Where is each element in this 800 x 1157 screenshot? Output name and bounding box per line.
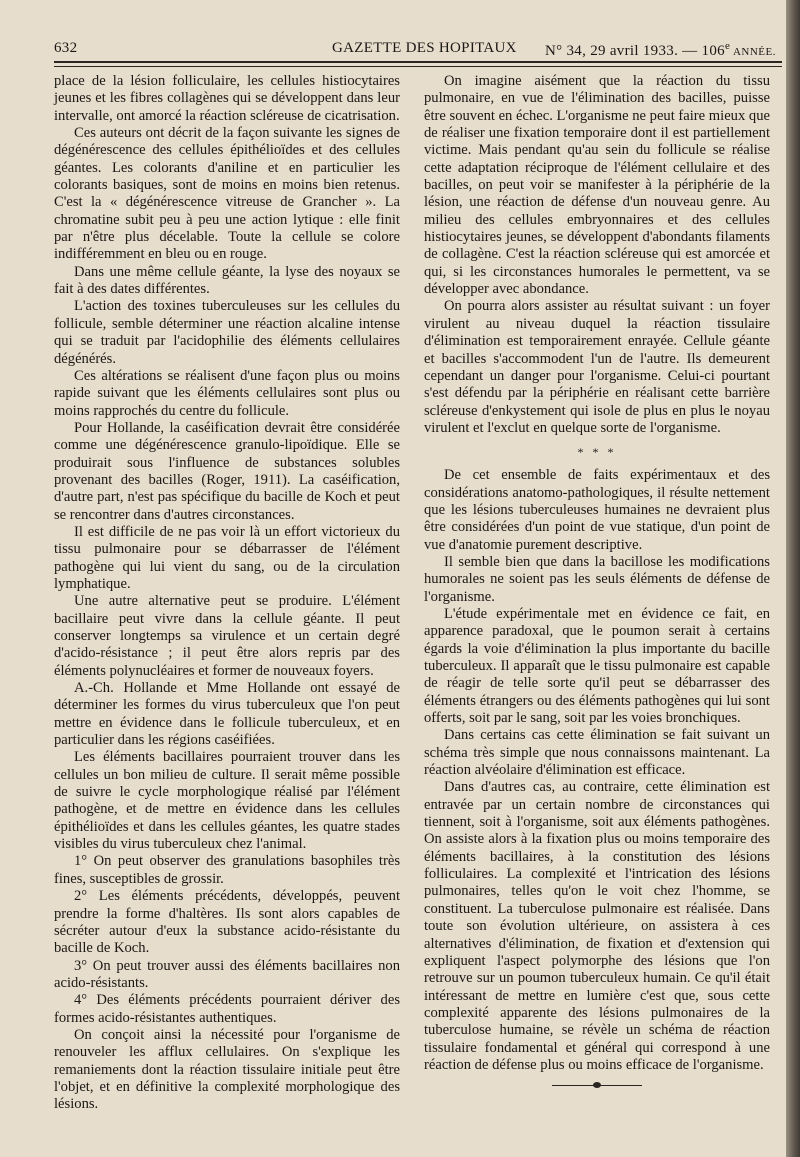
- paragraph: L'action des toxines tuberculeuses sur les cellules du follicule, semble déterminer une réaction alcaline intense qui se traduit par l'acidophilie des éléments cellulaires dégénérés.: [54, 298, 400, 367]
- paragraph: Pour Hollande, la caséification devrait être considérée comme une dégénérescence granulo-lipoïdique. Elle se produirait sous l'influence de substances solubles provenant des bacilles (Roger, 1911). La caséification, d'autre part, n'est pas spécifique du bacille de Koch et peut se rencontrer dans d'autres circonstances.: [54, 419, 400, 523]
- list-paragraph: 4° Des éléments précédents pourraient dériver des formes acido-résistantes authentiques.: [54, 992, 400, 1026]
- paragraph: Une autre alternative peut se produire. L'élément bacillaire peut vivre dans la cellule géante. Il peut conserver longtemps sa virulence et un certain degré d'acido-résistance ; il peut être alors repris par des éléments polynucléaires et former de nouveaux foyers.: [54, 593, 400, 679]
- left-column: [54, 73, 400, 1114]
- list-paragraph: 3° On peut trouver aussi des éléments bacillaires non acido-résistants.: [54, 957, 400, 991]
- paragraph: Il semble bien que dans la bacillose les modifications humorales ne soient pas les seuls éléments de défense de l'organisme.: [424, 553, 770, 605]
- paragraph: Il est difficile de ne pas voir là un effort victorieux du tissu pulmonaire pour se débarrasser de l'élément pathogène qui lui vient du sang, ou de la circulation lymphatique.: [54, 523, 400, 592]
- paragraph: Ces altérations se réalisent d'une façon plus ou moins rapide suivant que les éléments cellulaires sont plus ou moins rapprochés du centre du follicule.: [54, 367, 400, 419]
- page-binding-edge: [786, 0, 800, 1157]
- paragraph: On pourra alors assister au résultat suivant : un foyer virulent au niveau duquel la réaction tissulaire d'élimination est temporairement enrayée. Cellule géante et bacilles s'accommodent l'un de l'autre. Ils demeurent cependant un danger pour l'organisme. Celui-ci pourtant s'est défendu par la périphérie en réalisant cette barrière scléreuse d'enkystement qui isole de plus en plus le noyau virulent et l'exclut en quelque sorte de l'organisme.: [424, 298, 770, 436]
- paragraph: On imagine aisément que la réaction du tissu pulmonaire, en vue de l'élimination des bacilles, puisse être souvent en échec. L'organisme ne peut faire mieux que de réaliser une fixation temporaire dont il est partiellement victime. Mais pendant qu'au sein du follicule se réalise cette adaptation réciproque de l'élément cellulaire et des bacilles, on peut voir se manifester à la périphérie de la lésion, une réaction de défense d'un nouveau genre. Au milieu des cellules embryonnaires et des cellules histiocytaires jeunes, se développent d'abondants filaments de collagène. C'est la réaction scléreuse qui est amorcée et qui, si les circonstances humorales le permettent, va se développer avec abondance.: [424, 73, 770, 298]
- list-paragraph: 2° Les éléments précédents, développés, peuvent prendre la forme d'haltères. Ils sont alors capables de sécréter autour d'eux la substance acido-résistante du bacille de Koch.: [54, 888, 400, 957]
- list-paragraph: 1° On peut observer des granulations basophiles très fines, susceptibles de grossir.: [54, 853, 400, 887]
- right-column-part-b: [424, 467, 770, 1074]
- end-ornament-rule: [552, 1082, 642, 1088]
- issue-suffix: ANNÉE.: [730, 46, 776, 58]
- paragraph: De cet ensemble de faits expérimentaux et des considérations anatomo-pathologiques, il résulte nettement que les lésions tuberculeuses humaines ne devraient plus être considérées d'un point de vue statique, d'un point de vue d'anatomie purement descriptive.: [424, 467, 770, 553]
- paragraph: Ces auteurs ont décrit de la façon suivante les signes de dégénérescence des cellules épithélioïdes et des cellules géantes. Les colorants d'aniline et en particulier les colorants basiques, sont de moins en moins bien retenus. C'est la « dégénérescence vitreuse de Grancher ». La chromatine subit peu à peu une action lytique : elle finit par n'être plus décelable. Toute la cellule se colore indifféremment en bleu ou en rouge.: [54, 125, 400, 263]
- running-header: [54, 34, 782, 60]
- paragraph: Les éléments bacillaires pourraient trouver dans les cellules un bon milieu de culture. Il serait même possible de suivre le cycle morphologique réalisé par l'élément pathogène, et de mettre en évidence dans les cellules épithélioïdes et dans les cellules géantes, les quatre stades visibles du virus tuberculeux chez l'animal.: [54, 749, 400, 853]
- paragraph: Dans d'autres cas, au contraire, cette élimination est entravée par un certain nombre de circonstances qui tiennent, soit à l'organisme, soit aux éléments pathogènes. On assiste alors à la fixation plus ou moins temporaire des éléments bacillaires, à la constitution des lésions folliculaires. La complexité et l'intrication des lésions pulmonaires, telles qu'on le voit chez l'homme, se constituent. La tuberculose pulmonaire est réalisée. Dans toute son évolution ultérieure, on assistera à ces alternatives d'élimination, de fixation et d'extension qui expliquent l'aspect polymorphe des lésions que l'on retrouve sur un poumon tuberculeux humain. Ce qu'il était intéressant de mettre en lumière c'est que, sous cette complexité apparente des lésions pulmonaires de la tuberculose humaine, se révèle un schéma de réaction tissulaire fondamental et général qui correspond à une réaction de défense plus ou moins efficace de l'organisme.: [424, 779, 770, 1073]
- issue-info: [545, 40, 776, 60]
- paragraph: place de la lésion folliculaire, les cellules histiocytaires jeunes et les fibres collagènes qui se développent dans leur intervalle, ont amorcé la réaction scléreuse de cicatrisation.: [54, 73, 400, 124]
- paragraph: L'étude expérimentale met en évidence ce fait, en apparence paradoxal, que le poumon serait à certains égards la voie d'élimination la plus importante du bacille tuberculeux. Il apparaît que le tissu pulmonaire est capable de réagir de telle sorte qu'il peut se débarrasser des éléments étrangers ou des éléments pathogènes qui lui sont offerts, soit par le sang, soit par les voies bronchiques.: [424, 605, 770, 727]
- paragraph: Dans certains cas cette élimination se fait suivant un schéma très simple que nous connaissons maintenant. La réaction alvéolaire d'élimination est efficace.: [424, 727, 770, 779]
- right-column: [424, 73, 770, 1088]
- paragraph: A.-Ch. Hollande et Mme Hollande ont essayé de déterminer les formes du virus tuberculeux que l'on peut mettre en évidence dans le follicule tuberculeux, et en particulier dans les régions caséifiées.: [54, 680, 400, 749]
- page-number: 632: [54, 40, 78, 56]
- issue-text: N° 34, 29 avril 1933. — 106: [545, 43, 725, 59]
- section-separator: * * *: [577, 445, 617, 460]
- paragraph: Dans une même cellule géante, la lyse des noyaux se fait à des dates différentes.: [54, 263, 400, 298]
- right-column-part-a: [424, 73, 770, 437]
- journal-title: GAZETTE DES HOPITAUX: [332, 40, 517, 56]
- header-rule: [54, 61, 782, 63]
- paragraph: On conçoit ainsi la nécessité pour l'organisme de renouveler les afflux cellulaires. On s'explique les remaniements dont la réaction tissulaire initiale peut être l'objet, et en définitive la complexité morphologique des lésions.: [54, 1026, 400, 1113]
- header-rule-thin: [54, 66, 782, 67]
- issue-superscript: e: [724, 40, 731, 52]
